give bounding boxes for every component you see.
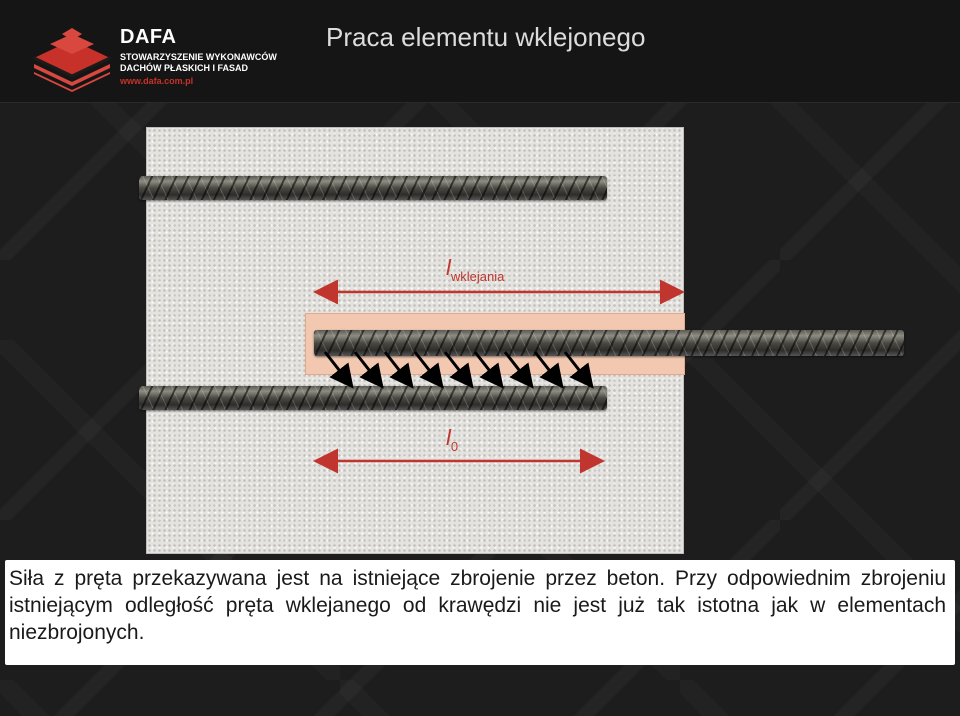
slide-title: Praca elementu wklejonego — [326, 22, 646, 52]
label-bonding-length — [446, 255, 504, 284]
caption-text: Siła z pręta przekazywana jest na istniejące zbrojenie przez beton. Przy odpowiednim zbrojeniu istniejącym odległość pręta wklejanego od krawędzi nie jest już tak istotna jak w elementach niezbrojonych. — [9, 567, 946, 644]
label-lap-length — [446, 425, 458, 454]
logo-url: www.dafa.com.pl — [120, 76, 194, 86]
label-bonding-length-sub: wklejania — [450, 269, 505, 284]
label-bonding-length-base: l — [446, 255, 451, 280]
label-lap-length-sub: 0 — [450, 439, 459, 454]
logo-title: DAFA — [120, 26, 177, 48]
label-lap-length-base: l — [446, 425, 451, 450]
logo-subtitle: STOWARZYSZENIE WYKONAWCÓW DACHÓW PŁASKICH I FASAD — [120, 52, 277, 73]
force-transfer-arrows — [325, 352, 590, 384]
